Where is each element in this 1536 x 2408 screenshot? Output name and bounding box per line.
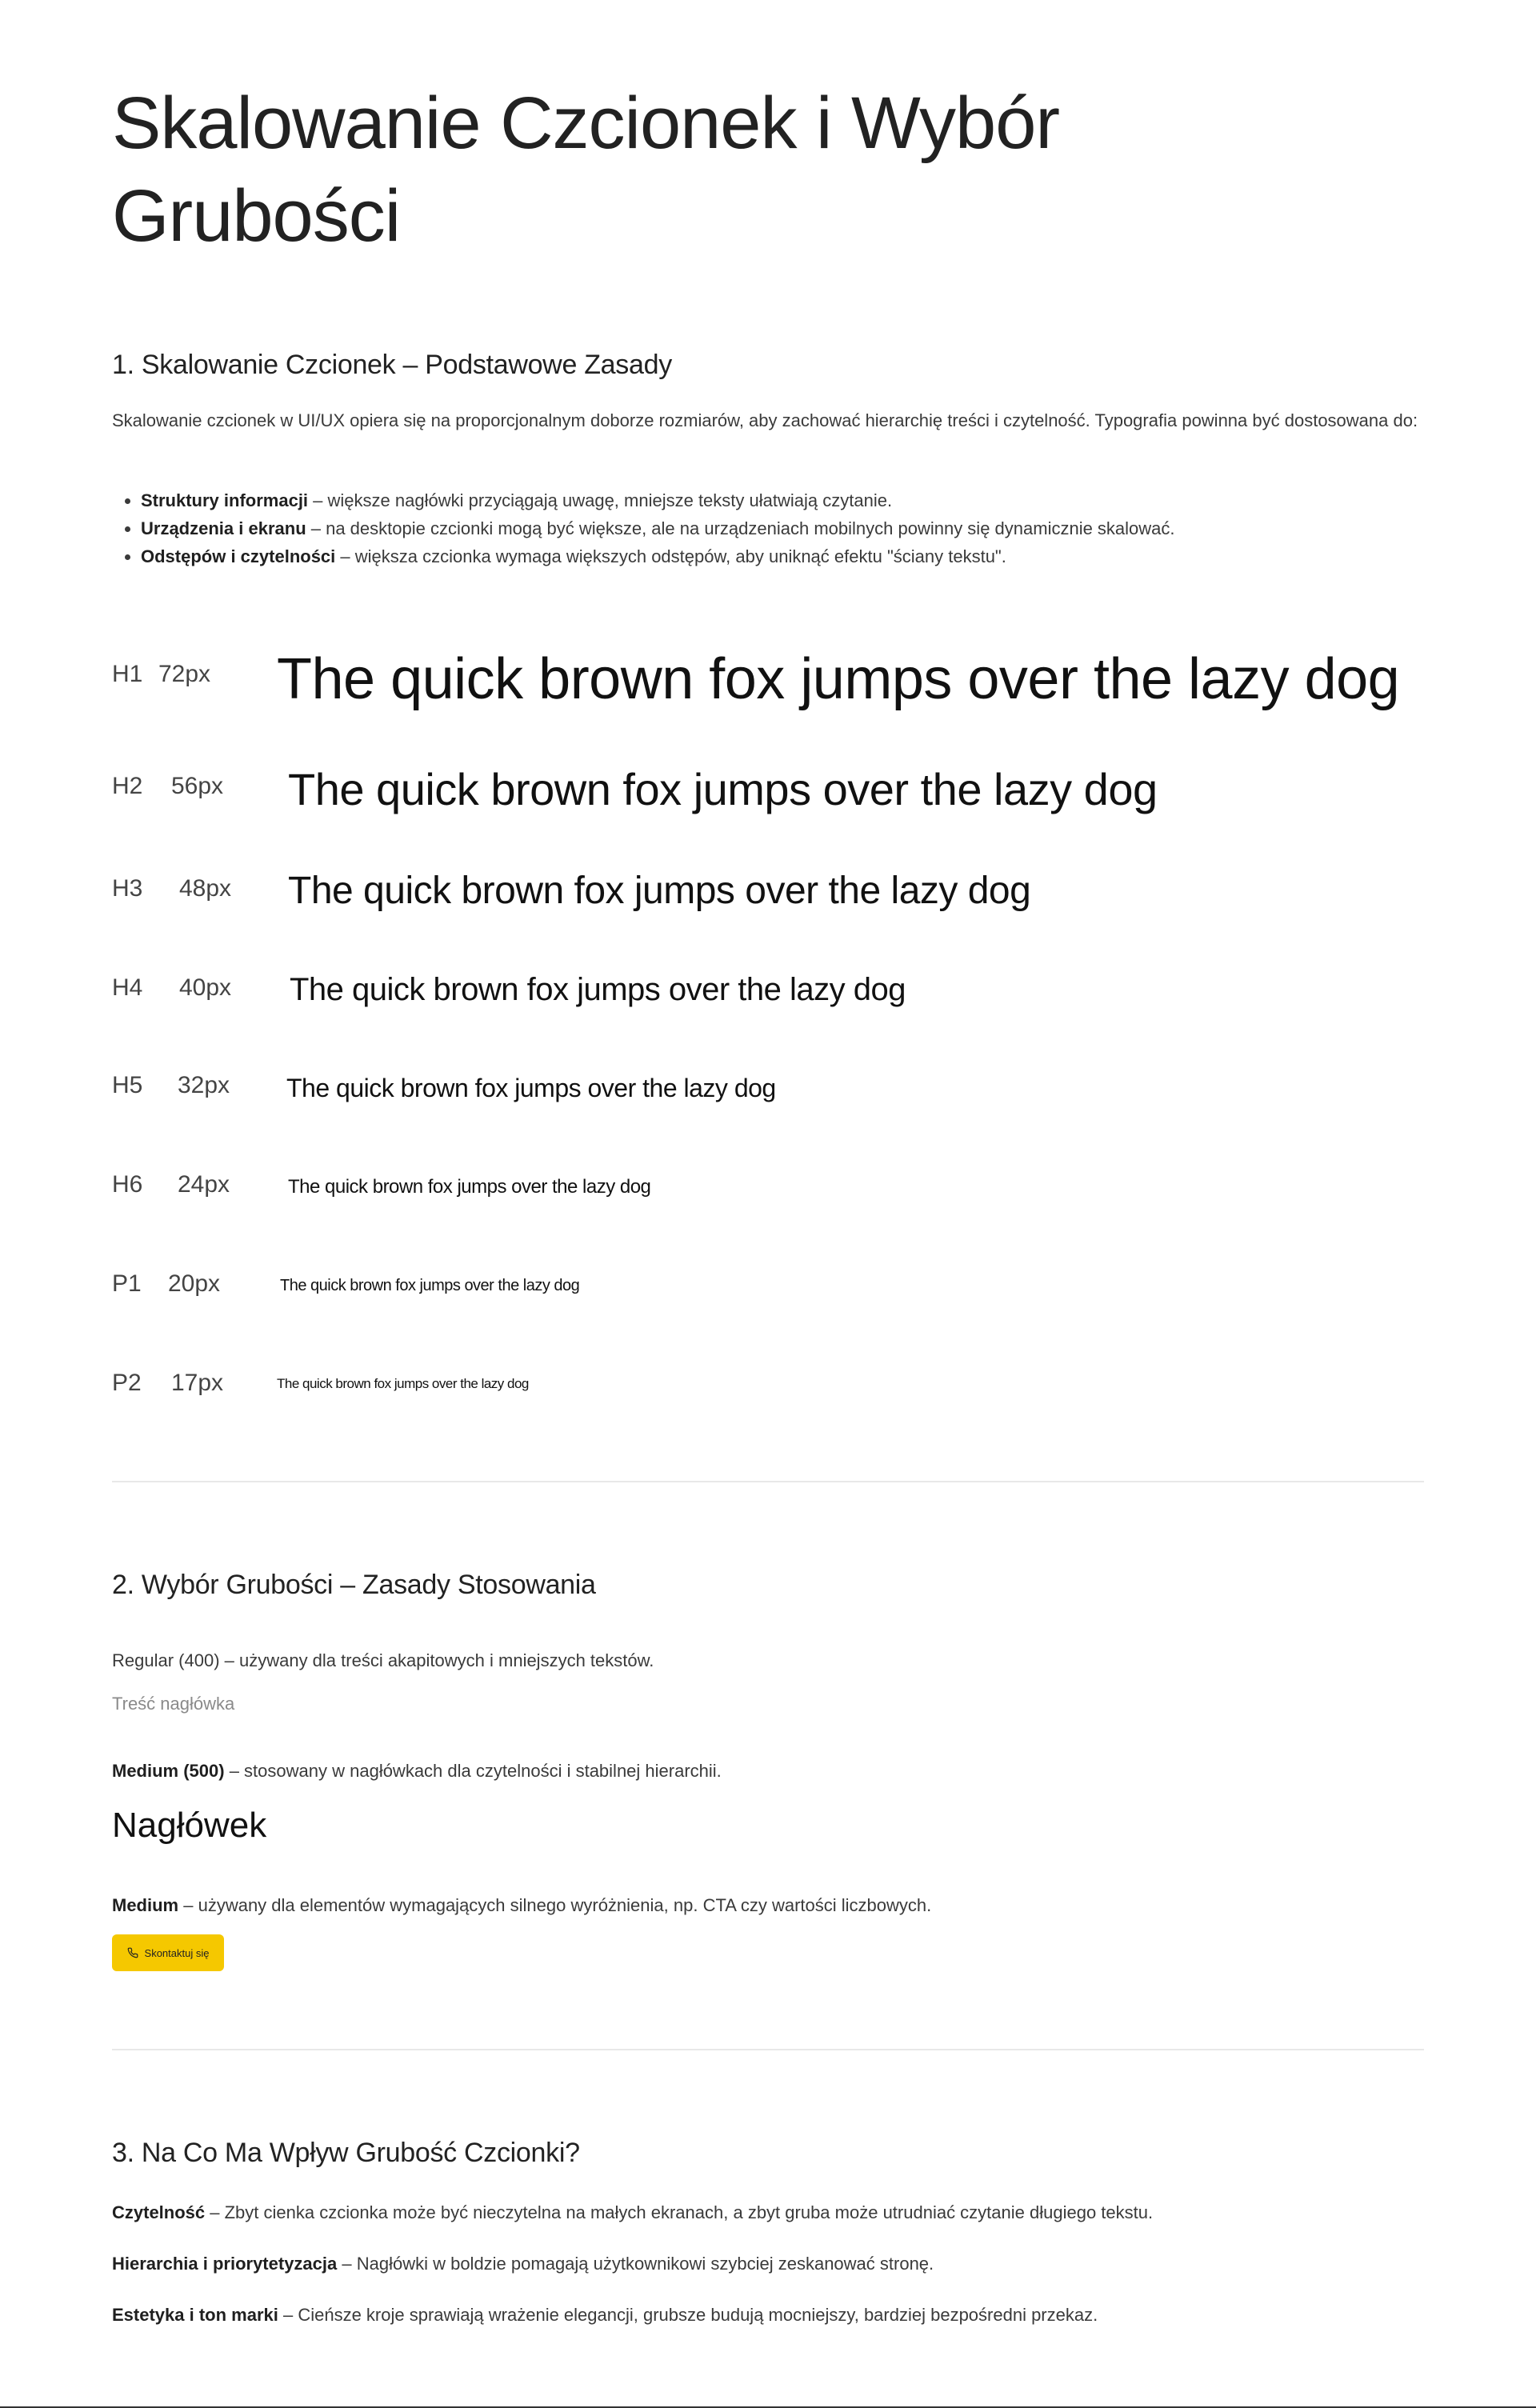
sample-h6: The quick brown fox jumps over the lazy dog <box>288 1176 651 1198</box>
section-3-heading: 3. Na Co Ma Wpływ Grubość Czcionki? <box>112 2138 580 2168</box>
medium-label: Medium (500) <box>112 1761 225 1781</box>
scale-size: 72px <box>158 661 211 687</box>
scale-size: 32px <box>178 1072 230 1098</box>
bullet-bold: Urządzenia i ekranu <box>141 518 306 538</box>
bullet-item <box>141 514 1175 542</box>
sample-p2: The quick brown fox jumps over the lazy dog <box>277 1376 529 1391</box>
medium-text: – stosowany w nagłówkach dla czytelności i stabilnej hierarchii. <box>224 1761 722 1781</box>
item-text: – Cieńsze kroje sprawiają wrażenie elegancji, grubsze budują mocniejszy, bardziej bezpośredni przekaz. <box>278 2305 1098 2325</box>
bullet-item <box>141 486 1175 514</box>
bullet-text: – większe nagłówki przyciągają uwagę, mniejsze teksty ułatwiają czytanie. <box>308 490 893 510</box>
scale-tag: H4 <box>112 974 143 1001</box>
item-text: – Zbyt cienka czcionka może być nieczytelna na małych ekranach, a zbyt gruba może utrudniać czytanie długiego tekstu. <box>205 2202 1154 2222</box>
bullet-bold: Struktury informacji <box>141 490 309 510</box>
scale-tag: H1 <box>112 661 143 687</box>
medium-cta-description <box>112 1891 931 1919</box>
scale-row-h5 <box>112 1072 230 1099</box>
scale-row-h6 <box>112 1171 230 1198</box>
scale-tag: H6 <box>112 1171 143 1198</box>
scale-tag: H2 <box>112 773 143 799</box>
medium-cta-text: – używany dla elementów wymagających silnego wyróżnienia, np. CTA czy wartości liczbowych. <box>178 1895 932 1915</box>
scale-row-h3 <box>112 875 231 902</box>
sample-p1: The quick brown fox jumps over the lazy dog <box>280 1277 580 1294</box>
scale-row-h2 <box>112 773 223 800</box>
weight-item-readability <box>112 2198 1153 2226</box>
medium-sample-heading: Nagłówek <box>112 1806 267 1845</box>
section-1-intro: Skalowanie czcionek w UI/UX opiera się na proporcjonalnym doborze rozmiarów, aby zachować hierarchię treści i czytelność. Typografia powinna być dostosowana do: <box>112 410 1418 430</box>
divider <box>112 2049 1424 2050</box>
weight-item-aesthetics <box>112 2301 1098 2329</box>
sample-h2: The quick brown fox jumps over the lazy dog <box>288 764 1158 814</box>
bullet-text: – większa czcionka wymaga większych odstępów, aby uniknąć efektu "ściany tekstu". <box>335 546 1006 566</box>
weight-item-hierarchy <box>112 2250 934 2278</box>
scale-tag: P2 <box>112 1370 142 1396</box>
item-text: – Nagłówki w boldzie pomagają użytkownikowi szybciej zeskanować stronę. <box>337 2254 934 2274</box>
scale-tag: H5 <box>112 1072 143 1098</box>
section-1-bullets <box>141 486 1175 570</box>
item-bold: Estetyka i ton marki <box>112 2305 278 2325</box>
scale-size: 56px <box>171 773 224 799</box>
page-title: Skalowanie Czcionek i Wybór Grubości <box>112 82 1060 257</box>
sample-h3: The quick brown fox jumps over the lazy dog <box>288 870 1031 912</box>
scale-row-h1 <box>112 661 210 688</box>
bullet-text: – na desktopie czcionki mogą być większe, ale na urządzeniach mobilnych powinny się dynamicznie skalować. <box>306 518 1175 538</box>
scale-tag: P1 <box>112 1270 142 1297</box>
contact-button-label: Skontaktuj się <box>144 1946 210 1959</box>
scale-size: 20px <box>168 1270 221 1297</box>
bullet-bold: Odstępów i czytelności <box>141 546 336 566</box>
scale-size: 17px <box>171 1370 224 1396</box>
item-bold: Czytelność <box>112 2202 206 2222</box>
regular-description: Regular (400) – używany dla treści akapitowych i mniejszych tekstów. <box>112 1650 654 1670</box>
scale-tag: H3 <box>112 875 143 902</box>
bullet-item <box>141 542 1175 570</box>
contact-button[interactable] <box>112 1934 224 1971</box>
regular-sample: Treść nagłówka <box>112 1694 235 1714</box>
scale-size: 40px <box>179 974 232 1001</box>
section-2-heading: 2. Wybór Grubości – Zasady Stosowania <box>112 1570 596 1600</box>
divider <box>112 1481 1424 1482</box>
phone-icon <box>127 1947 138 1958</box>
section-1-heading: 1. Skalowanie Czcionek – Podstawowe Zasady <box>112 350 672 380</box>
medium-description <box>112 1757 722 1785</box>
scale-row-h4 <box>112 974 231 1002</box>
scale-row-p1 <box>112 1270 220 1298</box>
sample-h1: The quick brown fox jumps over the lazy dog <box>277 647 1400 711</box>
scale-size: 48px <box>179 875 232 902</box>
scale-size: 24px <box>178 1171 230 1198</box>
sample-h4: The quick brown fox jumps over the lazy dog <box>290 972 906 1007</box>
scale-row-p2 <box>112 1370 223 1397</box>
medium-cta-label: Medium <box>112 1895 179 1915</box>
sample-h5: The quick brown fox jumps over the lazy dog <box>286 1074 776 1102</box>
item-bold: Hierarchia i priorytetyzacja <box>112 2254 338 2274</box>
